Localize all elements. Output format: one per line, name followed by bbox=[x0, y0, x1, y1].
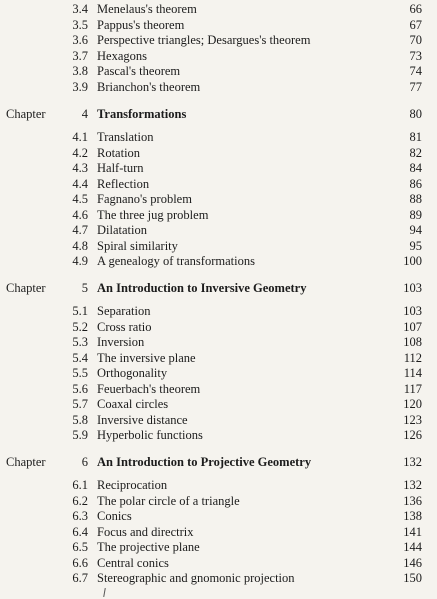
section-title: Inversion bbox=[97, 335, 145, 349]
section-row bbox=[0, 32, 437, 48]
section-row bbox=[0, 334, 437, 350]
page-number: 123 bbox=[403, 412, 422, 427]
page-number: 117 bbox=[403, 381, 422, 396]
section-title: Orthogonality bbox=[97, 366, 168, 380]
section-title: Half-turn bbox=[97, 161, 144, 175]
page-number: 126 bbox=[403, 428, 422, 442]
section-number: 6.2 bbox=[72, 493, 88, 508]
page-number: 70 bbox=[409, 33, 422, 47]
section-row bbox=[0, 508, 437, 524]
page-number: 132 bbox=[403, 478, 422, 492]
chapter-label: Chapter bbox=[6, 281, 46, 295]
section-row bbox=[0, 350, 437, 366]
section-number: 4.2 bbox=[72, 145, 88, 160]
section-number: 5.8 bbox=[72, 412, 88, 427]
chapter-number: 6 bbox=[81, 455, 88, 469]
section-number: 5.7 bbox=[72, 397, 88, 411]
section-number: 5.3 bbox=[72, 335, 88, 349]
section-row bbox=[0, 381, 437, 397]
section-title: Reflection bbox=[97, 176, 150, 191]
section-number: 6.5 bbox=[72, 540, 88, 554]
chapter-row bbox=[0, 280, 437, 296]
section-row bbox=[0, 176, 437, 192]
page-number: 100 bbox=[403, 254, 422, 268]
section-number: 4.6 bbox=[72, 207, 88, 222]
section-title: Hyperbolic functions bbox=[97, 428, 203, 442]
page-number: 146 bbox=[403, 555, 422, 570]
section-number: 6.6 bbox=[72, 555, 88, 570]
section-title: Stereographic and gnomonic projection bbox=[97, 571, 295, 585]
section-title: Inversive distance bbox=[97, 412, 188, 427]
chapter-row bbox=[0, 454, 437, 470]
section-row bbox=[0, 63, 437, 79]
page-number: 81 bbox=[409, 130, 422, 144]
section-row bbox=[0, 319, 437, 335]
section-number: 6.1 bbox=[72, 478, 88, 492]
section-row bbox=[0, 129, 437, 145]
chapter-number: 4 bbox=[81, 107, 88, 121]
section-title: The projective plane bbox=[97, 540, 200, 554]
section-title: Coaxal circles bbox=[97, 397, 169, 411]
page-number: 138 bbox=[403, 509, 422, 523]
section-number: 6.7 bbox=[72, 571, 88, 585]
section-title: Rotation bbox=[97, 145, 141, 160]
page-number: 66 bbox=[409, 2, 422, 16]
section-row bbox=[0, 17, 437, 33]
section-title: The inversive plane bbox=[97, 350, 196, 365]
page-number: 89 bbox=[409, 207, 422, 222]
section-row bbox=[0, 79, 437, 95]
section-title: Hexagons bbox=[97, 48, 147, 63]
section-number: 4.3 bbox=[72, 161, 88, 175]
section-number: 4.1 bbox=[72, 130, 88, 144]
section-row bbox=[0, 253, 437, 269]
section-row bbox=[0, 524, 437, 540]
section-number: 3.5 bbox=[72, 17, 88, 32]
chapter-number: 5 bbox=[81, 281, 88, 295]
page-number: 86 bbox=[409, 176, 422, 191]
section-row bbox=[0, 427, 437, 443]
page-number: 136 bbox=[403, 493, 422, 508]
section-number: 4.9 bbox=[72, 254, 88, 268]
section-title: The three jug problem bbox=[97, 207, 209, 222]
section-row bbox=[0, 145, 437, 161]
section-number: 5.6 bbox=[72, 381, 88, 396]
page-number: 144 bbox=[403, 540, 422, 554]
section-title: Reciprocation bbox=[97, 478, 168, 492]
section-number: 4.8 bbox=[72, 238, 88, 253]
chapter-label: Chapter bbox=[6, 455, 46, 469]
chapter-title: An Introduction to Projective Geometry bbox=[97, 455, 312, 469]
page-number: 114 bbox=[403, 366, 422, 380]
page-number: 73 bbox=[409, 48, 422, 63]
page-number: 88 bbox=[409, 192, 422, 206]
section-row bbox=[0, 555, 437, 571]
section-title: Dilatation bbox=[97, 223, 147, 237]
section-number: 5.9 bbox=[72, 428, 88, 442]
section-title: Pascal's theorem bbox=[97, 64, 181, 78]
section-title: Menelaus's theorem bbox=[97, 2, 197, 16]
section-row bbox=[0, 396, 437, 412]
section-title: Perspective triangles; Desargues's theorem bbox=[97, 33, 311, 47]
page-number: 108 bbox=[403, 335, 422, 349]
page-number: 107 bbox=[403, 319, 422, 334]
section-number: 5.5 bbox=[72, 366, 88, 380]
section-row bbox=[0, 570, 437, 586]
section-row bbox=[0, 191, 437, 207]
section-number: 5.1 bbox=[72, 304, 88, 318]
section-number: 5.4 bbox=[72, 350, 88, 365]
section-number: 3.4 bbox=[72, 2, 88, 16]
section-row bbox=[0, 238, 437, 254]
page-number: 103 bbox=[403, 281, 422, 295]
section-row bbox=[0, 412, 437, 428]
section-row bbox=[0, 160, 437, 176]
section-row bbox=[0, 477, 437, 493]
page-number: 80 bbox=[409, 107, 422, 121]
chapter-label: Chapter bbox=[6, 107, 46, 121]
section-row bbox=[0, 539, 437, 555]
section-title: Brianchon's theorem bbox=[97, 79, 201, 94]
section-number: 3.7 bbox=[72, 48, 88, 63]
section-title: The polar circle of a triangle bbox=[97, 493, 240, 508]
section-row bbox=[0, 365, 437, 381]
chapter-title: Transformations bbox=[97, 107, 187, 121]
section-title: A genealogy of transformations bbox=[97, 254, 255, 268]
page-number: 94 bbox=[409, 223, 422, 237]
section-row bbox=[0, 222, 437, 238]
section-title: Focus and directrix bbox=[97, 524, 194, 539]
section-number: 4.4 bbox=[72, 176, 88, 191]
section-row bbox=[0, 1, 437, 17]
section-title: Separation bbox=[97, 304, 151, 318]
section-title: Fagnano's problem bbox=[97, 192, 192, 206]
page-number: 84 bbox=[409, 161, 422, 175]
section-title: Pappus's theorem bbox=[97, 17, 185, 32]
page-number: 112 bbox=[403, 350, 422, 365]
page-number: 67 bbox=[409, 17, 422, 32]
chapter-title: An Introduction to Inversive Geometry bbox=[97, 281, 307, 295]
section-title: Conics bbox=[97, 509, 132, 523]
section-row bbox=[0, 493, 437, 509]
section-number: 6.4 bbox=[72, 524, 88, 539]
page-number: 103 bbox=[403, 304, 422, 318]
section-number: 6.3 bbox=[72, 509, 88, 523]
section-title: Spiral similarity bbox=[97, 238, 178, 253]
page-number: 141 bbox=[403, 524, 422, 539]
section-row bbox=[0, 48, 437, 64]
section-number: 3.8 bbox=[72, 64, 88, 78]
section-title: Feuerbach's theorem bbox=[97, 381, 201, 396]
section-number: 3.6 bbox=[72, 33, 88, 47]
section-number: 5.2 bbox=[72, 319, 88, 334]
section-row bbox=[0, 207, 437, 223]
page-number: 132 bbox=[403, 455, 422, 469]
page-number: 150 bbox=[403, 571, 422, 585]
page-number: 74 bbox=[409, 64, 422, 78]
page-number: 95 bbox=[409, 238, 422, 253]
section-title: Central conics bbox=[97, 555, 169, 570]
section-number: 3.9 bbox=[72, 79, 88, 94]
section-number: 4.7 bbox=[72, 223, 88, 237]
section-row bbox=[0, 303, 437, 319]
page-number: 77 bbox=[409, 79, 422, 94]
section-number: 4.5 bbox=[72, 192, 88, 206]
page-number: 120 bbox=[403, 397, 422, 411]
chapter-row bbox=[0, 106, 437, 122]
page-number: 82 bbox=[409, 145, 422, 160]
section-title: Translation bbox=[97, 130, 154, 144]
section-title: Cross ratio bbox=[97, 319, 152, 334]
